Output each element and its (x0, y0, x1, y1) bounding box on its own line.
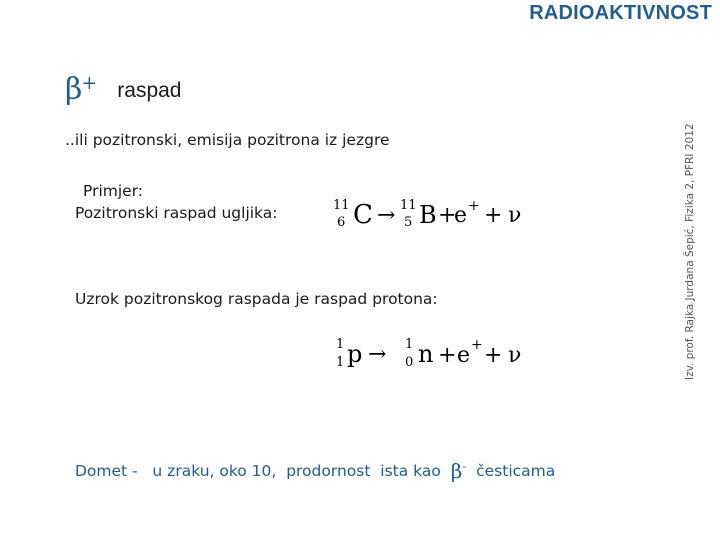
range-text (75, 459, 555, 483)
title-word: raspad (117, 79, 182, 102)
neutron-mass: 1 (405, 337, 414, 352)
plus-2: + (484, 203, 503, 228)
arrow: → (368, 342, 387, 367)
beta-symbol: β (65, 72, 83, 107)
parent-atomic: 6 (337, 215, 346, 230)
arrow: → (377, 203, 396, 228)
range-beta: β (450, 459, 463, 483)
plus-1: + (438, 343, 457, 368)
example-text: Pozitronski raspad ugljika: (75, 204, 278, 222)
range-prefix: Domet - u zraku, oko 10, prodornost ista kao (75, 462, 451, 480)
subtitle: ..ili pozitronski, emisija pozitrona iz jezgre (65, 131, 390, 149)
example-label: Primjer: (83, 182, 144, 200)
parent-symbol: C (353, 200, 373, 230)
daughter-atomic: 5 (404, 215, 413, 230)
parent-mass: 11 (333, 198, 350, 213)
cause-text: Uzrok pozitronskog raspada je raspad protona: (75, 290, 438, 308)
range-minus: - (462, 460, 467, 473)
positron-charge: + (471, 337, 483, 353)
proton-symbol: p (347, 340, 363, 368)
neutrino: ν (508, 203, 522, 228)
positron: e (454, 203, 468, 228)
plus-1: + (438, 203, 457, 228)
side-note: Izv. prof. Rajka Jurdana Šepić, Fizika 2, PFRI 2012 (684, 123, 696, 380)
beta-superscript: + (81, 72, 98, 94)
daughter-symbol: B (419, 201, 437, 229)
range-suffix: česticama (466, 462, 556, 480)
equation-carbon-decay (328, 192, 528, 238)
equation-proton-decay (332, 332, 532, 378)
positron-charge: + (468, 198, 480, 214)
proton-atomic: 1 (336, 355, 345, 370)
header-title: RADIOAKTIVNOST (529, 2, 712, 24)
plus-2: + (484, 343, 503, 368)
proton-mass: 1 (336, 337, 345, 352)
neutrino: ν (508, 343, 522, 368)
daughter-mass: 11 (400, 198, 417, 213)
slide-title (65, 72, 181, 107)
neutron-atomic: 0 (405, 355, 414, 370)
positron: e (457, 343, 471, 368)
neutron-symbol: n (418, 340, 434, 368)
